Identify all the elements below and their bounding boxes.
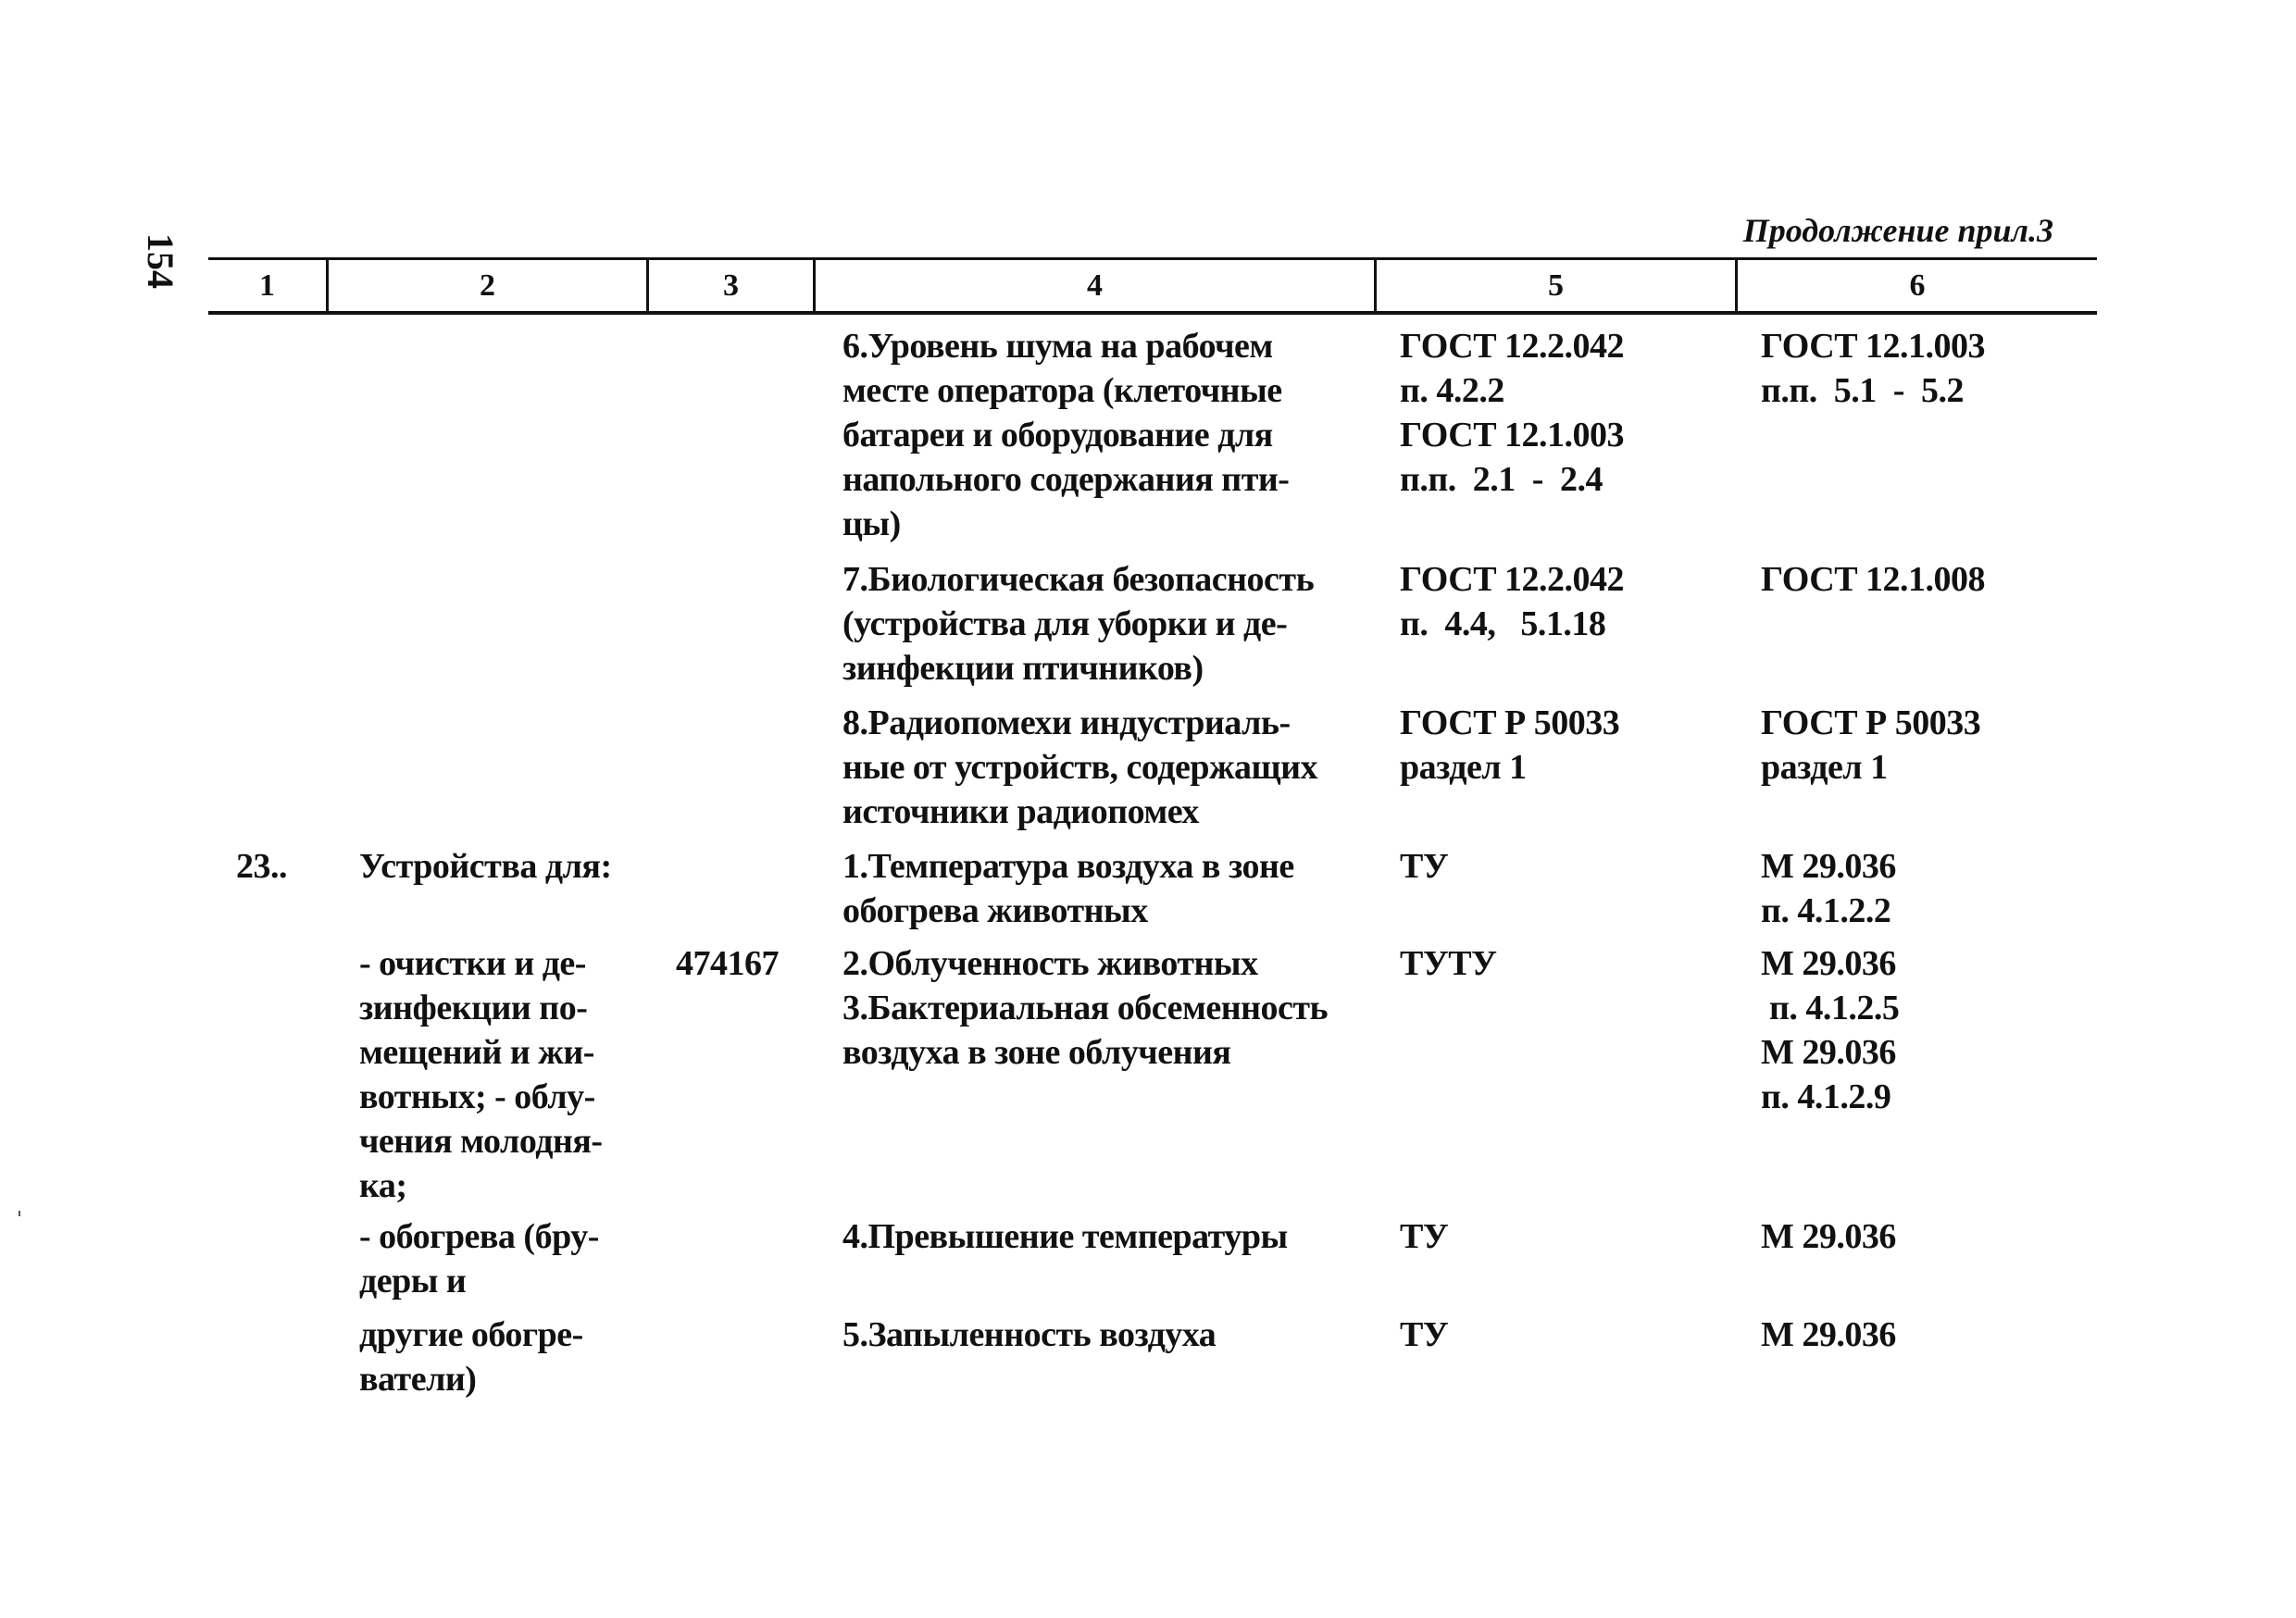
header-col-3: 3 [649,260,816,311]
row7-indicator: 5.Запыленность воздуха [842,1315,1217,1354]
row5-product-subtype: - очистки и де- зинфекции по- мещений и жи- вотных; - облу- чения молодня- ка; [359,944,603,1205]
row6-indicator: 4.Превышение температуры [842,1217,1288,1256]
product-name: Устройства для: [359,847,612,886]
row5-test-standard: ТУТУ [1400,944,1497,983]
header-col-4: 4 [816,260,1377,311]
row4-indicator: 1.Температура воздуха в зоне обогрева животных [842,847,1294,930]
row5-method-standard: М 29.036 п. 4.1.2.5 М 29.036 п. 4.1.2.9 [1761,944,1900,1116]
row4-test-standard: ТУ [1400,847,1449,886]
row7-method-standard: М 29.036 [1761,1315,1896,1354]
row6-method-standard: М 29.036 [1761,1217,1896,1256]
row7-product-subtype: другие обогре- ватели) [359,1315,583,1399]
item-number: 23.. [236,847,287,886]
page-number: 154 [140,233,181,289]
scan-artifact [19,1211,20,1216]
row6-product-subtype: - обогрева (бру- деры и [359,1217,599,1301]
row1-indicator: 6.Уровень шума на рабочем месте оператора (клеточные батареи и оборудование для напольного содержания пти- цы) [842,327,1290,543]
table-header-row [208,257,2097,315]
row1-method-standard: ГОСТ 12.1.003 п.п. 5.1 - 5.2 [1761,327,1986,410]
row2-method-standard: ГОСТ 12.1.008 [1761,560,1986,599]
header-col-2: 2 [329,260,649,311]
row7-test-standard: ТУ [1400,1315,1449,1354]
continuation-caption: Продолжение прил.3 [1742,212,2053,249]
row6-test-standard: ТУ [1400,1217,1449,1256]
header-col-6: 6 [1909,268,1926,303]
row1-test-standard: ГОСТ 12.2.042 п. 4.2.2 ГОСТ 12.1.003 п.п. 2.1 - 2.4 [1400,327,1625,499]
row3-test-standard: ГОСТ Р 50033 раздел 1 [1400,703,1620,787]
row3-method-standard: ГОСТ Р 50033 раздел 1 [1761,703,1981,787]
row3-indicator: 8.Радиопомехи индустриаль- ные от устройств, содержащих источники радиопомех [842,703,1318,831]
header-col-1: 1 [208,260,329,311]
row2-test-standard: ГОСТ 12.2.042 п. 4.4, 5.1.18 [1400,560,1625,643]
row5-indicator: 2.Облученность животных 3.Бактериальная обсеменность воздуха в зоне облучения [842,944,1329,1072]
row4-method-standard: М 29.036 п. 4.1.2.2 [1761,847,1896,930]
header-col-5: 5 [1377,260,1738,311]
row2-indicator: 7.Биологическая безопасность (устройства для уборки и де- зинфекции птичников) [842,560,1315,688]
row5-code: 474167 [676,944,779,983]
